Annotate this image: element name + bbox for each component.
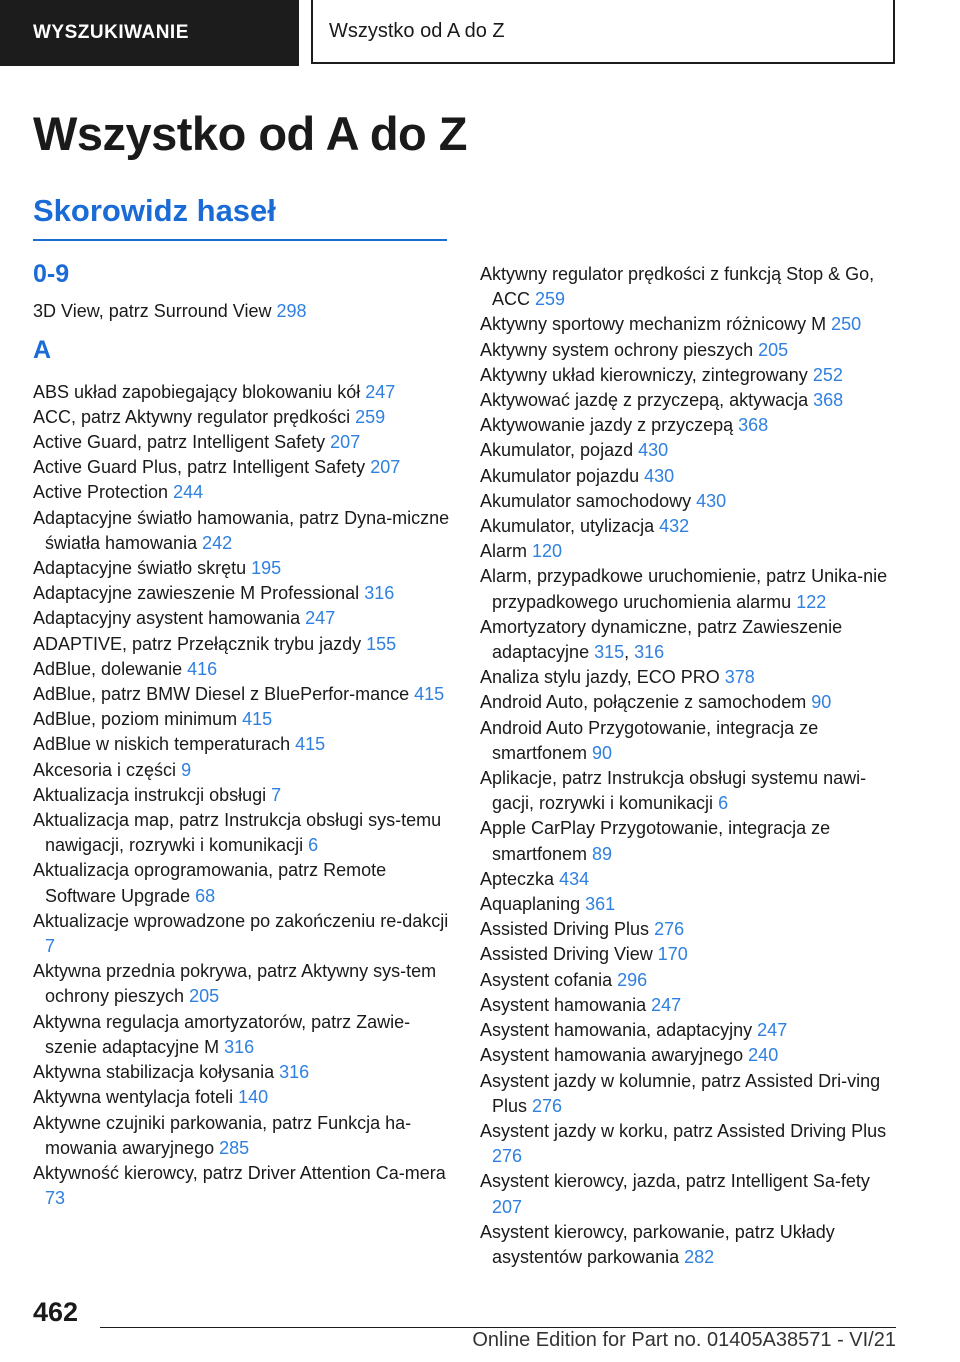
index-entry: Analiza stylu jazdy, ECO PRO 378 (480, 667, 755, 688)
page-title: Wszystko od A do Z (33, 107, 468, 160)
index-entry: ACC, patrz Aktywny regulator prędkości 259 (33, 406, 386, 427)
page-link[interactable]: 252 (812, 364, 843, 385)
index-entry: Aktywny system ochrony pieszych 205 (480, 339, 789, 360)
page-link[interactable]: 434 (559, 868, 590, 889)
index-entry: Apteczka 434 (480, 868, 590, 889)
page-link[interactable]: 259 (355, 406, 386, 427)
index-entry: Aplikacje, patrz Instrukcja obsługi systemu nawi-gacji, rozrywki i komunikacji 6 (480, 768, 867, 814)
page-link[interactable]: 285 (219, 1137, 250, 1158)
page-link[interactable]: 155 (366, 633, 397, 654)
index-entry: ADAPTIVE, patrz Przełącznik trybu jazdy 155 (33, 633, 397, 654)
page-link[interactable]: 250 (831, 314, 862, 335)
index-entry: Apple CarPlay Przygotowanie, integracja ze smartfonem 89 (480, 818, 831, 864)
section-heading-digits: 0-9 (33, 260, 70, 288)
index-entry: Alarm, przypadkowe uruchomienie, patrz Unika-nie przypadkowego uruchomienia alarmu 122 (480, 566, 888, 612)
footer-edition-text: Online Edition for Part no. 01405A38571 - VI/21 (472, 1329, 896, 1351)
page-link[interactable]: 240 (748, 1045, 779, 1066)
index-entry: Assisted Driving Plus 276 (480, 919, 685, 940)
index-subtitle: Skorowidz haseł (33, 193, 276, 228)
index-entry: Aktywny sportowy mechanizm różnicowy M 250 (480, 314, 862, 335)
page-link[interactable]: 7 (45, 936, 56, 957)
index-entry: Aktywny regulator prędkości z funkcją Stop & Go, ACC 259 (480, 264, 875, 310)
index-entry: Aktualizacja oprogramowania, patrz Remote Software Upgrade 68 (33, 860, 387, 906)
index-entry: Alarm 120 (480, 541, 563, 562)
page-link[interactable]: 316 (279, 1062, 310, 1083)
page-link[interactable]: 247 (757, 1020, 788, 1041)
page-link[interactable]: 6 (308, 835, 319, 856)
index-entry: Aktywność kierowcy, patrz Driver Attention Ca-mera 73 (33, 1162, 446, 1209)
index-entry: Aktualizacje wprowadzone po zakończeniu re-dakcji 7 (33, 910, 449, 957)
page-link[interactable]: 316 (224, 1036, 255, 1057)
index-entry: Akumulator, utylizacja 432 (480, 516, 690, 537)
index-entry: Asystent hamowania awaryjnego 240 (480, 1045, 779, 1066)
index-entry: Active Protection 244 (33, 482, 204, 503)
page-link[interactable]: 415 (414, 684, 445, 705)
page-link[interactable]: 430 (638, 440, 669, 461)
page-link[interactable]: 276 (654, 919, 685, 940)
index-entry: Active Guard, patrz Intelligent Safety 207 (33, 432, 361, 453)
page-link[interactable]: 73 (45, 1188, 66, 1209)
page-link[interactable]: 247 (305, 608, 336, 629)
page-link[interactable]: 430 (696, 490, 727, 511)
index-entry: Aktywny układ kierowniczy, zintegrowany 252 (480, 364, 843, 385)
index-entry: Amortyzatory dynamiczne, patrz Zawieszenie adaptacyjne 315, 316 (480, 616, 843, 663)
page-link[interactable]: 242 (202, 532, 233, 553)
index-entry: Android Auto Przygotowanie, integracja ze smartfonem 90 (480, 717, 819, 763)
page-link[interactable]: 205 (189, 986, 220, 1007)
page-link[interactable]: 90 (811, 692, 832, 713)
index-entry: Asystent hamowania, adaptacyjny 247 (480, 1020, 788, 1041)
page-link[interactable]: 368 (813, 390, 844, 411)
page-link[interactable]: 416 (187, 658, 218, 679)
page-link[interactable]: 415 (242, 709, 273, 730)
section-heading-a: A (33, 336, 52, 365)
index-entry: Aktywna przednia pokrywa, patrz Aktywny sys-tem ochrony pieszych 205 (33, 961, 437, 1007)
index-entry: 3D View, patrz Surround View 298 (33, 301, 307, 322)
page-link[interactable]: 298 (276, 301, 307, 322)
page-link[interactable]: 316 (364, 583, 395, 604)
page-link[interactable]: 368 (738, 415, 769, 436)
page-link[interactable]: 315 (594, 642, 625, 663)
page-number: 462 (33, 1297, 79, 1327)
index-entry: ABS układ zapobiegający blokowaniu kół 247 (33, 381, 396, 402)
page-link[interactable]: 140 (238, 1087, 269, 1108)
index-entry: Aktywna wentylacja foteli 140 (33, 1087, 269, 1108)
index-entry: Asystent jazdy w korku, patrz Assisted Driving Plus 276 (480, 1120, 887, 1167)
page-link[interactable]: 415 (295, 734, 326, 755)
index-entry: Asystent hamowania 247 (480, 994, 682, 1015)
index-entry: Adaptacyjne światło hamowania, patrz Dyna-miczne światła hamowania 242 (33, 507, 450, 553)
index-entry: AdBlue, dolewanie 416 (33, 658, 218, 679)
page-link[interactable]: 6 (718, 793, 729, 814)
page-link[interactable]: 247 (365, 381, 396, 402)
index-entry: Asystent kierowcy, jazda, patrz Intelligent Sa-fety 207 (480, 1171, 870, 1217)
page-link[interactable]: 122 (796, 591, 827, 612)
page-link[interactable]: 9 (181, 759, 192, 780)
index-entry: Akumulator samochodowy 430 (480, 490, 727, 511)
index-entry: Aktualizacja instrukcji obsługi 7 (33, 784, 282, 805)
index-entry: Asystent cofania 296 (480, 969, 648, 990)
page-link[interactable]: 276 (492, 1146, 523, 1167)
top-navigation (0, 0, 960, 66)
index-entry: AdBlue w niskich temperaturach 415 (33, 734, 326, 755)
index-entry: Aktywować jazdę z przyczepą, aktywacja 368 (480, 390, 844, 411)
index-entry: Aktywna stabilizacja kołysania 316 (33, 1062, 310, 1083)
index-column-right (480, 262, 900, 1270)
subtitle-underline (33, 239, 447, 241)
page-link[interactable]: 170 (657, 944, 688, 965)
index-entry: Adaptacyjne światło skrętu 195 (33, 558, 282, 579)
page-link[interactable]: 120 (532, 541, 563, 562)
index-entry: Aquaplaning 361 (480, 894, 616, 915)
index-entry: Asystent jazdy w kolumnie, patrz Assisted Dri-ving Plus 276 (480, 1070, 881, 1116)
index-entry: Aktywne czujniki parkowania, patrz Funkcja ha-mowania awaryjnego 285 (33, 1112, 412, 1158)
index-entry: Android Auto, połączenie z samochodem 90 (480, 692, 832, 713)
page-link[interactable]: 276 (532, 1095, 563, 1116)
index-entry: Aktywowanie jazdy z przyczepą 368 (480, 415, 769, 436)
page-link[interactable]: 296 (617, 969, 648, 990)
index-entry: Akumulator pojazdu 430 (480, 465, 675, 486)
index-entry: AdBlue, patrz BMW Diesel z BluePerfor-mance 415 (33, 684, 445, 705)
index-entry: AdBlue, poziom minimum 415 (33, 709, 273, 730)
page-link[interactable]: 244 (173, 482, 204, 503)
page-link[interactable]: 195 (251, 558, 282, 579)
index-entry: Active Guard Plus, patrz Intelligent Safety 207 (33, 457, 401, 478)
page-link[interactable]: 282 (684, 1246, 715, 1267)
page-link[interactable]: 430 (644, 465, 675, 486)
index-entry: Adaptacyjny asystent hamowania 247 (33, 608, 336, 629)
page-link[interactable]: 89 (592, 843, 613, 864)
search-tab[interactable]: WYSZUKIWANIE (0, 0, 299, 66)
page-link[interactable]: 68 (195, 885, 216, 906)
page-link[interactable]: 207 (492, 1196, 523, 1217)
index-column-left (33, 258, 453, 1211)
page-link[interactable]: 7 (271, 784, 282, 805)
page-link[interactable]: 378 (724, 667, 755, 688)
page-link[interactable]: 207 (370, 457, 401, 478)
index-entry: Assisted Driving View 170 (480, 944, 688, 965)
index-entry: Aktualizacja map, patrz Instrukcja obsługi sys-temu nawigacji, rozrywki i komunikacji 6 (33, 810, 442, 856)
index-entry: Akcesoria i części 9 (33, 759, 192, 780)
page-link[interactable]: 259 (535, 289, 566, 310)
index-entry: Adaptacyjne zawieszenie M Professional 316 (33, 583, 395, 604)
page-link[interactable]: 90 (592, 742, 613, 763)
page-link[interactable]: 432 (659, 516, 690, 537)
page-link[interactable]: 316 (634, 642, 665, 663)
page-link[interactable]: 361 (585, 894, 616, 915)
page-link[interactable]: 205 (758, 339, 789, 360)
footer-divider (100, 1327, 896, 1328)
current-section-tab[interactable]: Wszystko od A do Z (311, 0, 895, 64)
index-entry: Aktywna regulacja amortyzatorów, patrz Zawie-szenie adaptacyjne M 316 (33, 1011, 411, 1057)
index-entry: Asystent kierowcy, parkowanie, patrz Układy asystentów parkowania 282 (480, 1221, 835, 1267)
page-link[interactable]: 247 (651, 994, 682, 1015)
page-link[interactable]: 207 (330, 432, 361, 453)
index-entry: Akumulator, pojazd 430 (480, 440, 669, 461)
